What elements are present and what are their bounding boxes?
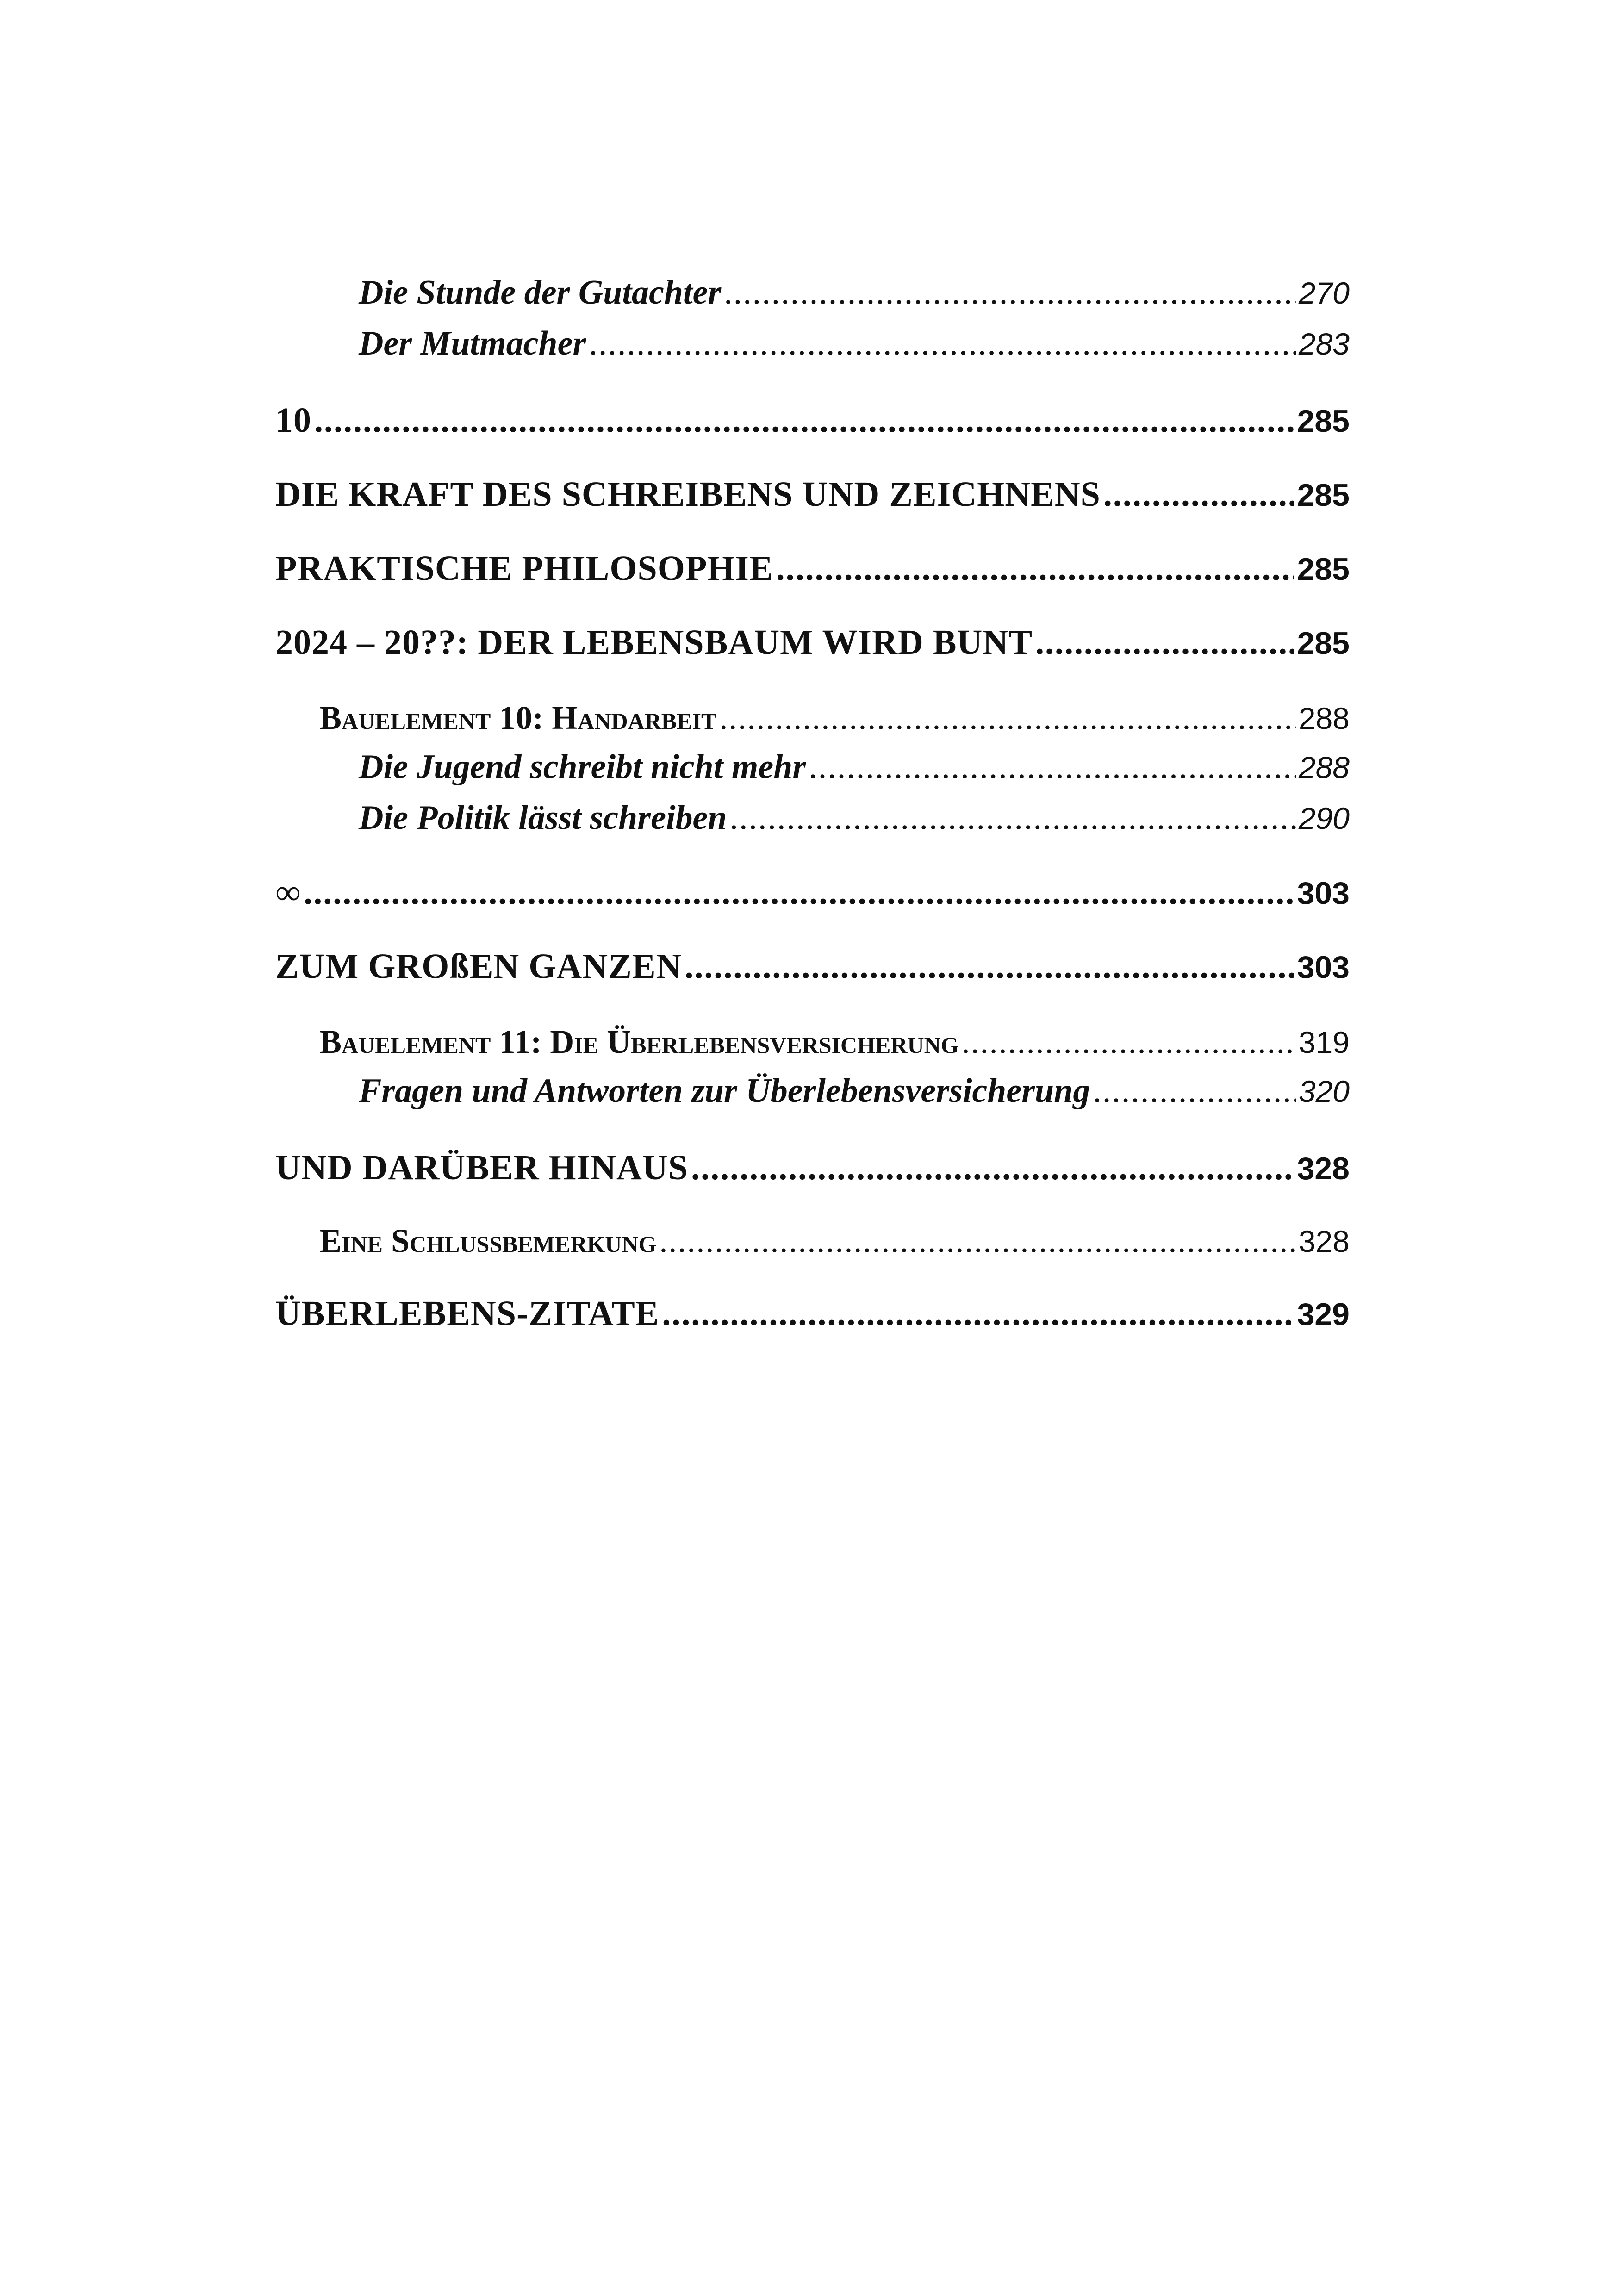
toc-leader-dots (685, 946, 1294, 987)
toc-entry-label: ∞ (275, 873, 301, 912)
toc-page-number: 283 (1298, 327, 1350, 361)
toc-entry-chapter-10[interactable] (275, 400, 1350, 441)
toc-entry-zum-grossen-ganzen[interactable] (275, 946, 1350, 987)
toc-entry-label: Bauelement 11: Die Überlebensversicherung (319, 1023, 959, 1060)
toc-entry-label: ZUM GROßEN GANZEN (275, 947, 682, 986)
toc-leader-dots (304, 872, 1294, 913)
toc-entry-der-mutmacher[interactable] (359, 324, 1350, 363)
toc-page-number: 270 (1298, 276, 1350, 310)
toc-entry-lebensbaum-wird-bunt[interactable] (275, 622, 1350, 663)
toc-leader-dots (1093, 1071, 1296, 1111)
toc-entry-ueberlebens-zitate[interactable] (275, 1294, 1350, 1334)
toc-entry-label: Die Jugend schreibt nicht mehr (359, 748, 806, 786)
toc-entry-und-darueber-hinaus[interactable] (275, 1148, 1350, 1188)
toc-leader-dots (1035, 622, 1294, 663)
toc-page-number: 290 (1298, 801, 1350, 835)
toc-page-number: 288 (1298, 750, 1350, 784)
toc-entry-label: Eine Schlussbemerkung (319, 1222, 657, 1259)
toc-page-number: 319 (1298, 1025, 1350, 1059)
toc-entry-praktische-philosophie[interactable] (275, 548, 1350, 589)
toc-entry-jugend-schreibt-nicht-mehr[interactable] (359, 747, 1350, 787)
toc-entry-eine-schlussbemerkung[interactable] (319, 1222, 1350, 1260)
toc-leader-dots (962, 1023, 1296, 1061)
toc-page-number: 303 (1297, 876, 1350, 911)
toc-entry-infinity[interactable] (275, 872, 1350, 913)
toc-page-number: 303 (1297, 950, 1350, 985)
toc-entry-label: Die Politik lässt schreiben (359, 799, 727, 837)
toc-page-number: 329 (1297, 1297, 1350, 1332)
toc-leader-dots (730, 798, 1296, 838)
toc-entry-label: UND DARÜBER HINAUS (275, 1148, 689, 1187)
toc-entry-label: DIE KRAFT DES SCHREIBENS UND ZEICHNENS (275, 475, 1101, 514)
toc-leader-dots (776, 548, 1294, 589)
toc-entry-label: PRAKTISCHE PHILOSOPHIE (275, 549, 773, 588)
toc-page-number: 285 (1297, 552, 1350, 587)
toc-entry-label: Bauelement 10: Handarbeit (319, 699, 717, 736)
toc-page-number: 285 (1297, 478, 1350, 513)
toc-entry-label: 10 (275, 401, 311, 440)
toc-page-number: 320 (1298, 1074, 1350, 1108)
toc-leader-dots (691, 1148, 1294, 1188)
toc-entry-label: 2024 – 20??: DER LEBENSBAUM WIRD BUNT (275, 623, 1033, 662)
toc-entry-label: Der Mutmacher (359, 324, 586, 362)
toc-entry-politik-laesst-schreiben[interactable] (359, 798, 1350, 838)
toc-page-number: 328 (1298, 1224, 1350, 1258)
toc-leader-dots (589, 324, 1296, 363)
toc-leader-dots (659, 1222, 1295, 1260)
toc-entry-label: Fragen und Antworten zur Überlebensversicherung (359, 1072, 1090, 1110)
toc-entry-bauelement-11[interactable] (319, 1023, 1350, 1061)
toc-leader-dots (724, 273, 1296, 312)
toc-leader-dots (314, 400, 1294, 441)
toc-page-number: 285 (1297, 626, 1350, 661)
toc-entry-die-stunde-der-gutachter[interactable] (359, 273, 1350, 312)
toc-page-number: 328 (1297, 1151, 1350, 1186)
toc-leader-dots (809, 747, 1296, 787)
toc-entry-label: ÜBERLEBENS-ZITATE (275, 1294, 660, 1333)
toc-entry-label: Die Stunde der Gutachter (359, 274, 722, 311)
toc-page-number: 285 (1297, 404, 1350, 439)
toc-leader-dots (1103, 474, 1294, 515)
toc-leader-dots (662, 1294, 1294, 1334)
toc-leader-dots (719, 699, 1296, 737)
toc-entry-bauelement-10[interactable] (319, 699, 1350, 737)
toc-page-number: 288 (1298, 701, 1350, 735)
toc-entry-die-kraft-des-schreibens[interactable] (275, 474, 1350, 515)
toc-entry-fragen-und-antworten[interactable] (359, 1071, 1350, 1111)
